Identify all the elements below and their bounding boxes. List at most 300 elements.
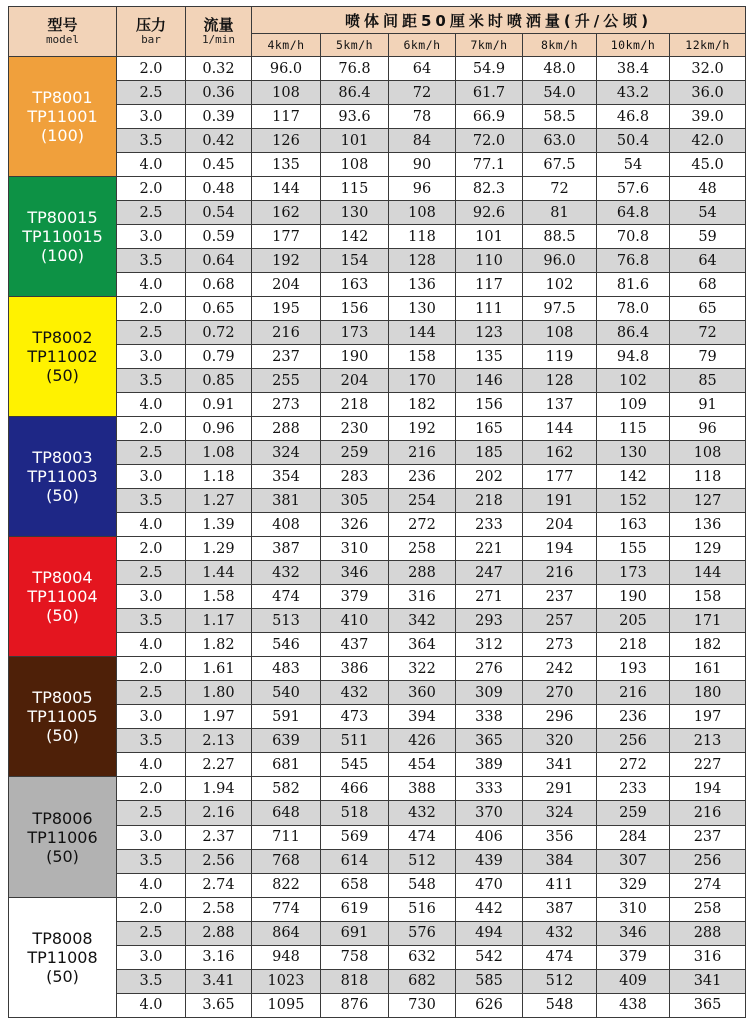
flow-cell: 0.65 (186, 297, 252, 321)
flow-cell: 0.79 (186, 345, 252, 369)
flow-header (186, 7, 252, 57)
pressure-cell: 2.0 (117, 777, 186, 801)
spray-cell: 365 (670, 993, 746, 1017)
spray-cell: 545 (321, 753, 389, 777)
spray-cell: 43.2 (597, 81, 670, 105)
spray-cell: 379 (597, 945, 670, 969)
pressure-cell: 3.5 (117, 369, 186, 393)
spray-cell: 316 (389, 585, 456, 609)
spray-cell: 324 (252, 441, 321, 465)
model-header (9, 7, 117, 57)
spray-cell: 333 (456, 777, 523, 801)
model-model-line1: TP8008 (32, 928, 93, 948)
pressure-cell: 2.5 (117, 921, 186, 945)
spray-cell: 324 (523, 801, 597, 825)
spray-cell: 54 (670, 201, 746, 225)
spray-cell: 216 (597, 681, 670, 705)
spray-cell: 513 (252, 609, 321, 633)
model-model-line2: TP11002 (27, 347, 98, 367)
flow-cell: 2.88 (186, 921, 252, 945)
spray-cell: 387 (523, 897, 597, 921)
spray-cell: 158 (670, 585, 746, 609)
spray-cell: 247 (456, 561, 523, 585)
spray-cell: 474 (252, 585, 321, 609)
flow-cell: 0.45 (186, 153, 252, 177)
spray-cell: 177 (523, 465, 597, 489)
spray-cell: 96.0 (252, 57, 321, 81)
flow-cell: 2.37 (186, 825, 252, 849)
pressure-cell: 4.0 (117, 273, 186, 297)
spray-cell: 54.9 (456, 57, 523, 81)
table-row (9, 249, 746, 273)
model-model-line3: (50) (46, 486, 79, 506)
spray-cell: 59 (670, 225, 746, 249)
table-row (9, 345, 746, 369)
pressure-header-en: bar (141, 33, 161, 46)
spray-cell: 85 (670, 369, 746, 393)
pressure-cell: 2.5 (117, 321, 186, 345)
spray-cell: 691 (321, 921, 389, 945)
spray-cell: 96 (389, 177, 456, 201)
spray-cell: 681 (252, 753, 321, 777)
spray-cell: 154 (321, 249, 389, 273)
spray-cell: 123 (456, 321, 523, 345)
pressure-cell: 4.0 (117, 993, 186, 1017)
spray-cell: 195 (252, 297, 321, 321)
spray-cell: 548 (389, 873, 456, 897)
speed-header-1: 5km/h (321, 34, 389, 57)
spray-cell: 682 (389, 969, 456, 993)
spray-cell: 165 (456, 417, 523, 441)
flow-cell: 2.13 (186, 729, 252, 753)
pressure-cell: 2.0 (117, 417, 186, 441)
pressure-cell: 4.0 (117, 633, 186, 657)
model-model-line1: TP8003 (32, 448, 93, 468)
spray-cell: 237 (523, 585, 597, 609)
pressure-cell: 2.5 (117, 441, 186, 465)
table-row (9, 201, 746, 225)
spray-cell: 341 (523, 753, 597, 777)
pressure-cell: 3.5 (117, 129, 186, 153)
flow-cell: 0.54 (186, 201, 252, 225)
model-model-line2: TP11004 (27, 587, 98, 607)
model-model-line1: TP80015 (27, 208, 98, 228)
spray-cell: 130 (597, 441, 670, 465)
spray-cell: 45.0 (670, 153, 746, 177)
spray-cell: 512 (523, 969, 597, 993)
pressure-cell: 4.0 (117, 513, 186, 537)
model-model-line2: TP11005 (27, 707, 98, 727)
spray-cell: 1023 (252, 969, 321, 993)
pressure-cell: 3.0 (117, 105, 186, 129)
spray-cell: 54.0 (523, 81, 597, 105)
flow-cell: 2.56 (186, 849, 252, 873)
spray-cell: 82.3 (456, 177, 523, 201)
pressure-cell: 4.0 (117, 393, 186, 417)
table-row (9, 273, 746, 297)
spray-cell: 170 (389, 369, 456, 393)
spray-cell: 118 (670, 465, 746, 489)
spray-cell: 257 (523, 609, 597, 633)
table-row (9, 177, 746, 201)
flow-cell: 2.16 (186, 801, 252, 825)
spray-cell: 329 (597, 873, 670, 897)
flow-cell: 1.29 (186, 537, 252, 561)
spray-cell: 115 (321, 177, 389, 201)
spray-cell: 173 (321, 321, 389, 345)
flow-cell: 2.27 (186, 753, 252, 777)
model-model-line3: (50) (46, 726, 79, 746)
spray-cell: 192 (252, 249, 321, 273)
spray-cell: 173 (597, 561, 670, 585)
pressure-cell: 2.0 (117, 57, 186, 81)
spray-cell: 540 (252, 681, 321, 705)
speed-header-3: 7km/h (456, 34, 523, 57)
spray-cell: 569 (321, 825, 389, 849)
pressure-cell: 3.0 (117, 825, 186, 849)
speed-header-5: 10km/h (597, 34, 670, 57)
spray-cell: 76.8 (321, 57, 389, 81)
spray-cell: 432 (321, 681, 389, 705)
nozzle-spray-table (8, 6, 746, 1018)
flow-cell: 1.58 (186, 585, 252, 609)
spray-cell: 364 (389, 633, 456, 657)
spray-cell: 876 (321, 993, 389, 1017)
model-cell (9, 57, 117, 177)
flow-cell: 0.72 (186, 321, 252, 345)
model-model-line1: TP8001 (32, 88, 93, 108)
spray-cell: 432 (389, 801, 456, 825)
flow-cell: 0.85 (186, 369, 252, 393)
spray-cell: 218 (456, 489, 523, 513)
spray-cell: 163 (321, 273, 389, 297)
spray-cell: 136 (389, 273, 456, 297)
spray-cell: 474 (523, 945, 597, 969)
spray-cell: 394 (389, 705, 456, 729)
pressure-cell: 2.5 (117, 801, 186, 825)
flow-cell: 1.27 (186, 489, 252, 513)
pressure-cell: 3.0 (117, 345, 186, 369)
table-row (9, 753, 746, 777)
spray-cell: 156 (456, 393, 523, 417)
model-model-line1: TP8006 (32, 808, 93, 828)
table-header (9, 7, 746, 57)
table-row (9, 945, 746, 969)
table-row (9, 297, 746, 321)
table-row (9, 825, 746, 849)
table-row (9, 705, 746, 729)
spray-cell: 305 (321, 489, 389, 513)
spray-volume-header: 喷体间距50厘米时喷洒量(升/公顷) (252, 7, 746, 34)
spray-cell: 585 (456, 969, 523, 993)
spray-cell: 494 (456, 921, 523, 945)
spray-cell: 84 (389, 129, 456, 153)
model-model-line3: (50) (46, 606, 79, 626)
spray-cell: 66.9 (456, 105, 523, 129)
table-row (9, 969, 746, 993)
spray-cell: 518 (321, 801, 389, 825)
spray-cell: 284 (597, 825, 670, 849)
spray-cell: 360 (389, 681, 456, 705)
spray-cell: 356 (523, 825, 597, 849)
spray-cell: 237 (670, 825, 746, 849)
flow-cell: 1.80 (186, 681, 252, 705)
spray-cell: 67.5 (523, 153, 597, 177)
table-row (9, 513, 746, 537)
spray-cell: 818 (321, 969, 389, 993)
table-row (9, 873, 746, 897)
spray-cell: 108 (252, 81, 321, 105)
pressure-cell: 3.5 (117, 849, 186, 873)
spray-cell: 758 (321, 945, 389, 969)
spray-cell: 57.6 (597, 177, 670, 201)
flow-cell: 0.64 (186, 249, 252, 273)
spray-cell: 171 (670, 609, 746, 633)
spray-cell: 109 (597, 393, 670, 417)
spray-cell: 96.0 (523, 249, 597, 273)
spray-cell: 288 (389, 561, 456, 585)
spray-cell: 146 (456, 369, 523, 393)
flow-cell: 3.16 (186, 945, 252, 969)
pressure-cell: 3.5 (117, 489, 186, 513)
spray-cell: 288 (670, 921, 746, 945)
spray-cell: 310 (321, 537, 389, 561)
spray-cell: 483 (252, 657, 321, 681)
flow-cell: 0.59 (186, 225, 252, 249)
table-row (9, 489, 746, 513)
spray-cell: 230 (321, 417, 389, 441)
pressure-cell: 3.5 (117, 609, 186, 633)
model-model-line1: TP8002 (32, 328, 93, 348)
spray-cell: 259 (321, 441, 389, 465)
spray-cell: 389 (456, 753, 523, 777)
spray-cell: 648 (252, 801, 321, 825)
table-row (9, 585, 746, 609)
pressure-cell: 2.0 (117, 297, 186, 321)
spray-cell: 136 (670, 513, 746, 537)
spray-cell: 346 (597, 921, 670, 945)
model-model-line3: (50) (46, 846, 79, 866)
spray-cell: 365 (456, 729, 523, 753)
flow-cell: 1.39 (186, 513, 252, 537)
pressure-cell: 3.0 (117, 945, 186, 969)
spray-cell: 204 (523, 513, 597, 537)
spray-cell: 437 (321, 633, 389, 657)
spray-cell: 144 (252, 177, 321, 201)
model-model-line2: TP11006 (27, 827, 98, 847)
spray-cell: 272 (597, 753, 670, 777)
spray-cell: 127 (670, 489, 746, 513)
spray-cell: 155 (597, 537, 670, 561)
spray-cell: 316 (670, 945, 746, 969)
spray-cell: 432 (252, 561, 321, 585)
spray-cell: 118 (389, 225, 456, 249)
flow-cell: 1.44 (186, 561, 252, 585)
spray-cell: 822 (252, 873, 321, 897)
model-model-line3: (50) (46, 966, 79, 986)
spray-cell: 236 (597, 705, 670, 729)
model-model-line2: TP11003 (27, 467, 98, 487)
table-row (9, 681, 746, 705)
spray-cell: 81 (523, 201, 597, 225)
table-row (9, 465, 746, 489)
pressure-cell: 2.5 (117, 81, 186, 105)
spray-cell: 216 (523, 561, 597, 585)
pressure-cell: 3.5 (117, 249, 186, 273)
spray-cell: 582 (252, 777, 321, 801)
spray-cell: 341 (670, 969, 746, 993)
spray-cell: 135 (252, 153, 321, 177)
spray-cell: 115 (597, 417, 670, 441)
table-row (9, 993, 746, 1017)
spray-cell: 191 (523, 489, 597, 513)
pressure-header (117, 7, 186, 57)
flow-cell: 0.96 (186, 417, 252, 441)
spray-cell: 271 (456, 585, 523, 609)
spray-cell: 48 (670, 177, 746, 201)
spray-cell: 218 (321, 393, 389, 417)
spray-cell: 194 (670, 777, 746, 801)
flow-cell: 1.97 (186, 705, 252, 729)
spray-cell: 142 (597, 465, 670, 489)
pressure-cell: 3.5 (117, 969, 186, 993)
spray-cell: 309 (456, 681, 523, 705)
spray-cell: 409 (597, 969, 670, 993)
spray-cell: 129 (670, 537, 746, 561)
spray-cell: 72 (670, 321, 746, 345)
pressure-cell: 3.0 (117, 585, 186, 609)
flow-cell: 1.61 (186, 657, 252, 681)
spray-cell: 182 (389, 393, 456, 417)
spray-cell: 516 (389, 897, 456, 921)
spray-cell: 64.8 (597, 201, 670, 225)
spray-cell: 72.0 (456, 129, 523, 153)
spray-cell: 310 (597, 897, 670, 921)
spray-cell: 91 (670, 393, 746, 417)
pressure-cell: 2.5 (117, 681, 186, 705)
spray-cell: 36.0 (670, 81, 746, 105)
spray-cell: 96 (670, 417, 746, 441)
spray-cell: 619 (321, 897, 389, 921)
spray-cell: 346 (321, 561, 389, 585)
spray-cell: 205 (597, 609, 670, 633)
spray-cell: 64 (389, 57, 456, 81)
spray-cell: 72 (389, 81, 456, 105)
table-row (9, 609, 746, 633)
pressure-cell: 3.0 (117, 705, 186, 729)
spray-cell: 204 (252, 273, 321, 297)
spray-cell: 256 (597, 729, 670, 753)
spray-cell: 454 (389, 753, 456, 777)
spray-cell: 354 (252, 465, 321, 489)
model-model-line1: TP8005 (32, 688, 93, 708)
model-cell (9, 417, 117, 537)
pressure-cell: 2.0 (117, 897, 186, 921)
spray-cell: 711 (252, 825, 321, 849)
pressure-cell: 2.5 (117, 201, 186, 225)
table-row (9, 633, 746, 657)
spray-cell: 216 (389, 441, 456, 465)
spray-cell: 512 (389, 849, 456, 873)
spray-cell: 474 (389, 825, 456, 849)
model-model-line3: (100) (40, 246, 85, 266)
spray-cell: 42.0 (670, 129, 746, 153)
pressure-cell: 2.0 (117, 657, 186, 681)
spray-cell: 406 (456, 825, 523, 849)
spray-cell: 32.0 (670, 57, 746, 81)
pressure-cell: 3.0 (117, 465, 186, 489)
flow-cell: 2.58 (186, 897, 252, 921)
table-row (9, 561, 746, 585)
spray-cell: 442 (456, 897, 523, 921)
spray-cell: 408 (252, 513, 321, 537)
flow-cell: 1.18 (186, 465, 252, 489)
spray-cell: 162 (523, 441, 597, 465)
spray-cell: 197 (670, 705, 746, 729)
flow-cell: 1.17 (186, 609, 252, 633)
spray-cell: 156 (321, 297, 389, 321)
spray-cell: 254 (389, 489, 456, 513)
flow-cell: 3.65 (186, 993, 252, 1017)
spray-cell: 79 (670, 345, 746, 369)
spray-cell: 86.4 (321, 81, 389, 105)
pressure-cell: 4.0 (117, 873, 186, 897)
spray-cell: 511 (321, 729, 389, 753)
table-body (9, 57, 746, 1018)
spray-cell: 658 (321, 873, 389, 897)
spray-cell: 94.8 (597, 345, 670, 369)
spray-cell: 426 (389, 729, 456, 753)
model-model-line2: TP11001 (27, 107, 98, 127)
spray-cell: 152 (597, 489, 670, 513)
spray-cell: 258 (670, 897, 746, 921)
model-model-line1: TP8004 (32, 568, 93, 588)
flow-cell: 1.82 (186, 633, 252, 657)
spray-cell: 466 (321, 777, 389, 801)
spray-cell: 387 (252, 537, 321, 561)
model-cell (9, 897, 117, 1017)
spray-cell: 614 (321, 849, 389, 873)
spray-cell: 259 (597, 801, 670, 825)
model-cell (9, 537, 117, 657)
flow-cell: 0.91 (186, 393, 252, 417)
spray-cell: 221 (456, 537, 523, 561)
table-row (9, 321, 746, 345)
flow-cell: 0.39 (186, 105, 252, 129)
spray-cell: 135 (456, 345, 523, 369)
spray-cell: 48.0 (523, 57, 597, 81)
spray-cell: 78 (389, 105, 456, 129)
spray-cell: 163 (597, 513, 670, 537)
spray-cell: 255 (252, 369, 321, 393)
spray-cell: 161 (670, 657, 746, 681)
spray-cell: 102 (523, 273, 597, 297)
spray-cell: 111 (456, 297, 523, 321)
flow-cell: 2.74 (186, 873, 252, 897)
spray-cell: 144 (670, 561, 746, 585)
table-row (9, 801, 746, 825)
table-row (9, 369, 746, 393)
flow-cell: 0.32 (186, 57, 252, 81)
spray-cell: 216 (252, 321, 321, 345)
spray-cell: 142 (321, 225, 389, 249)
spray-cell: 102 (597, 369, 670, 393)
spray-cell: 58.5 (523, 105, 597, 129)
spray-cell: 144 (523, 417, 597, 441)
spray-cell: 326 (321, 513, 389, 537)
spray-cell: 227 (670, 753, 746, 777)
spray-cell: 77.1 (456, 153, 523, 177)
